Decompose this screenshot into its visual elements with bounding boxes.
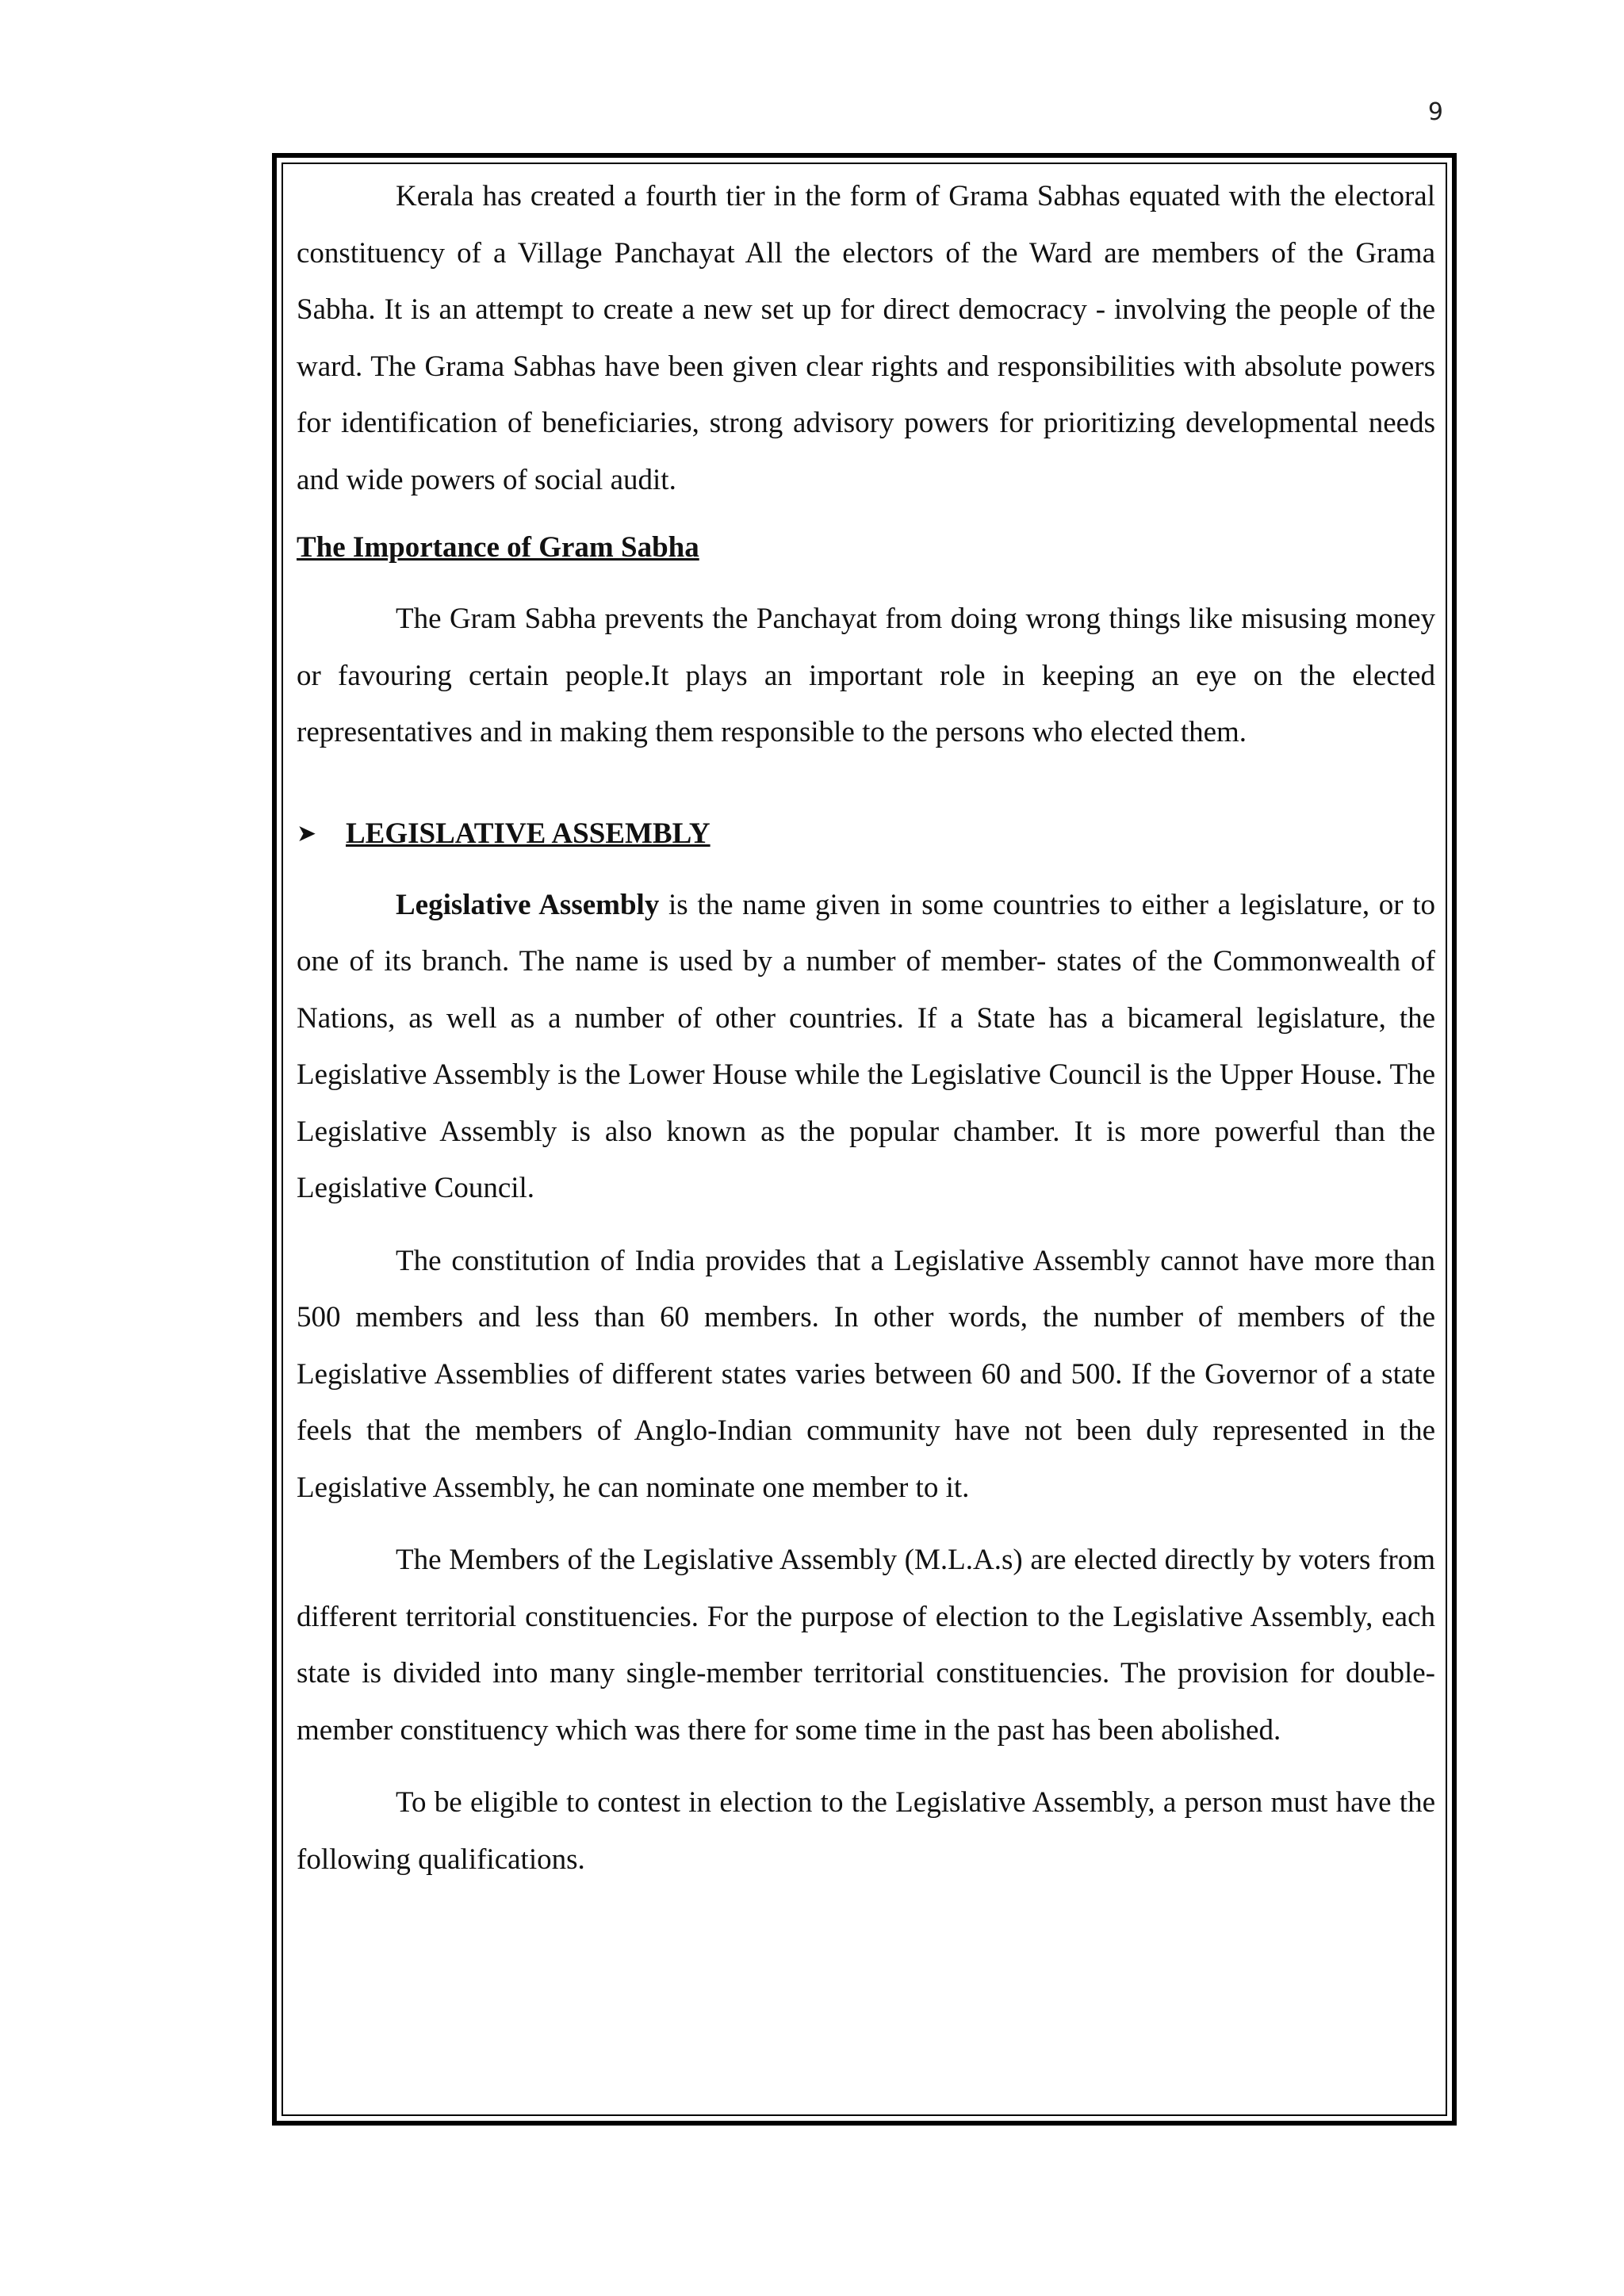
importance-paragraph: The Gram Sabha prevents the Panchayat from doing wrong things like misusing money or favouring certain people.It plays an important role in keeping an eye on the elected representatives and in making them responsible to the persons who elected them. — [297, 603, 1435, 748]
legislative-paragraph-4: To be eligible to contest in election to the Legislative Assembly, a person must have the following qualifications. — [297, 1786, 1435, 1876]
legislative-paragraph-1 — [297, 877, 1435, 1217]
arrow-bullet-icon: ➤ — [297, 819, 317, 848]
legislative-paragraph-2: The constitution of India provides that a Legislative Assembly cannot have more than 500 members and less than 60 members. In other words, the number of members of the Legislative Assemblies of different states varies between 60 and 500. If the Governor of a state feels that the members of Anglo-Indian community have not been duly represented in the Legislative Assembly, he can nominate one member to it. — [297, 1244, 1435, 1504]
legislative-paragraph-1-lead: Legislative Assembly — [396, 888, 660, 921]
legislative-paragraph-1-rest: is the name given in some countries to either a legislature, or to one of its branch. The name is used by a number of member- states of the Commonwealth of Nations, as well as a number of other countries. If a State has a bicameral legislature, the Legislative Assembly is the Lower House while the Legislative Council is the Upper House. The Legislative Assembly is also known as the popular chamber. It is more powerful than the Legislative Council. — [297, 888, 1435, 1204]
document-body — [297, 168, 1435, 1904]
legislative-paragraph-3: The Members of the Legislative Assembly (M.L.A.s) are elected directly by voters from different territorial constituencies. For the purpose of election to the Legislative Assembly, each state is divided into many single-member territorial constituencies. The provision for double-member constituency which was there for some time in the past has been abolished. — [297, 1544, 1435, 1747]
page-number: 9 — [1427, 98, 1443, 126]
legislative-heading-text: LEGISLATIVE ASSEMBLY — [346, 817, 710, 850]
section-spacer — [297, 777, 1435, 810]
legislative-assembly-heading — [297, 810, 1435, 858]
importance-heading: The Importance of Gram Sabha — [297, 531, 699, 564]
intro-paragraph: Kerala has created a fourth tier in the form of Grama Sabhas equated with the electoral constituency of a Village Panchayat All the electors of the Ward are members of the Grama Sabha. It is an attempt to create a new set up for direct democracy - involving the people of the ward. The Grama Sabhas have been given clear rights and responsibilities with absolute powers for identification of beneficiaries, strong advisory powers for prioritizing developmental needs and wide powers of social audit. — [297, 180, 1435, 496]
